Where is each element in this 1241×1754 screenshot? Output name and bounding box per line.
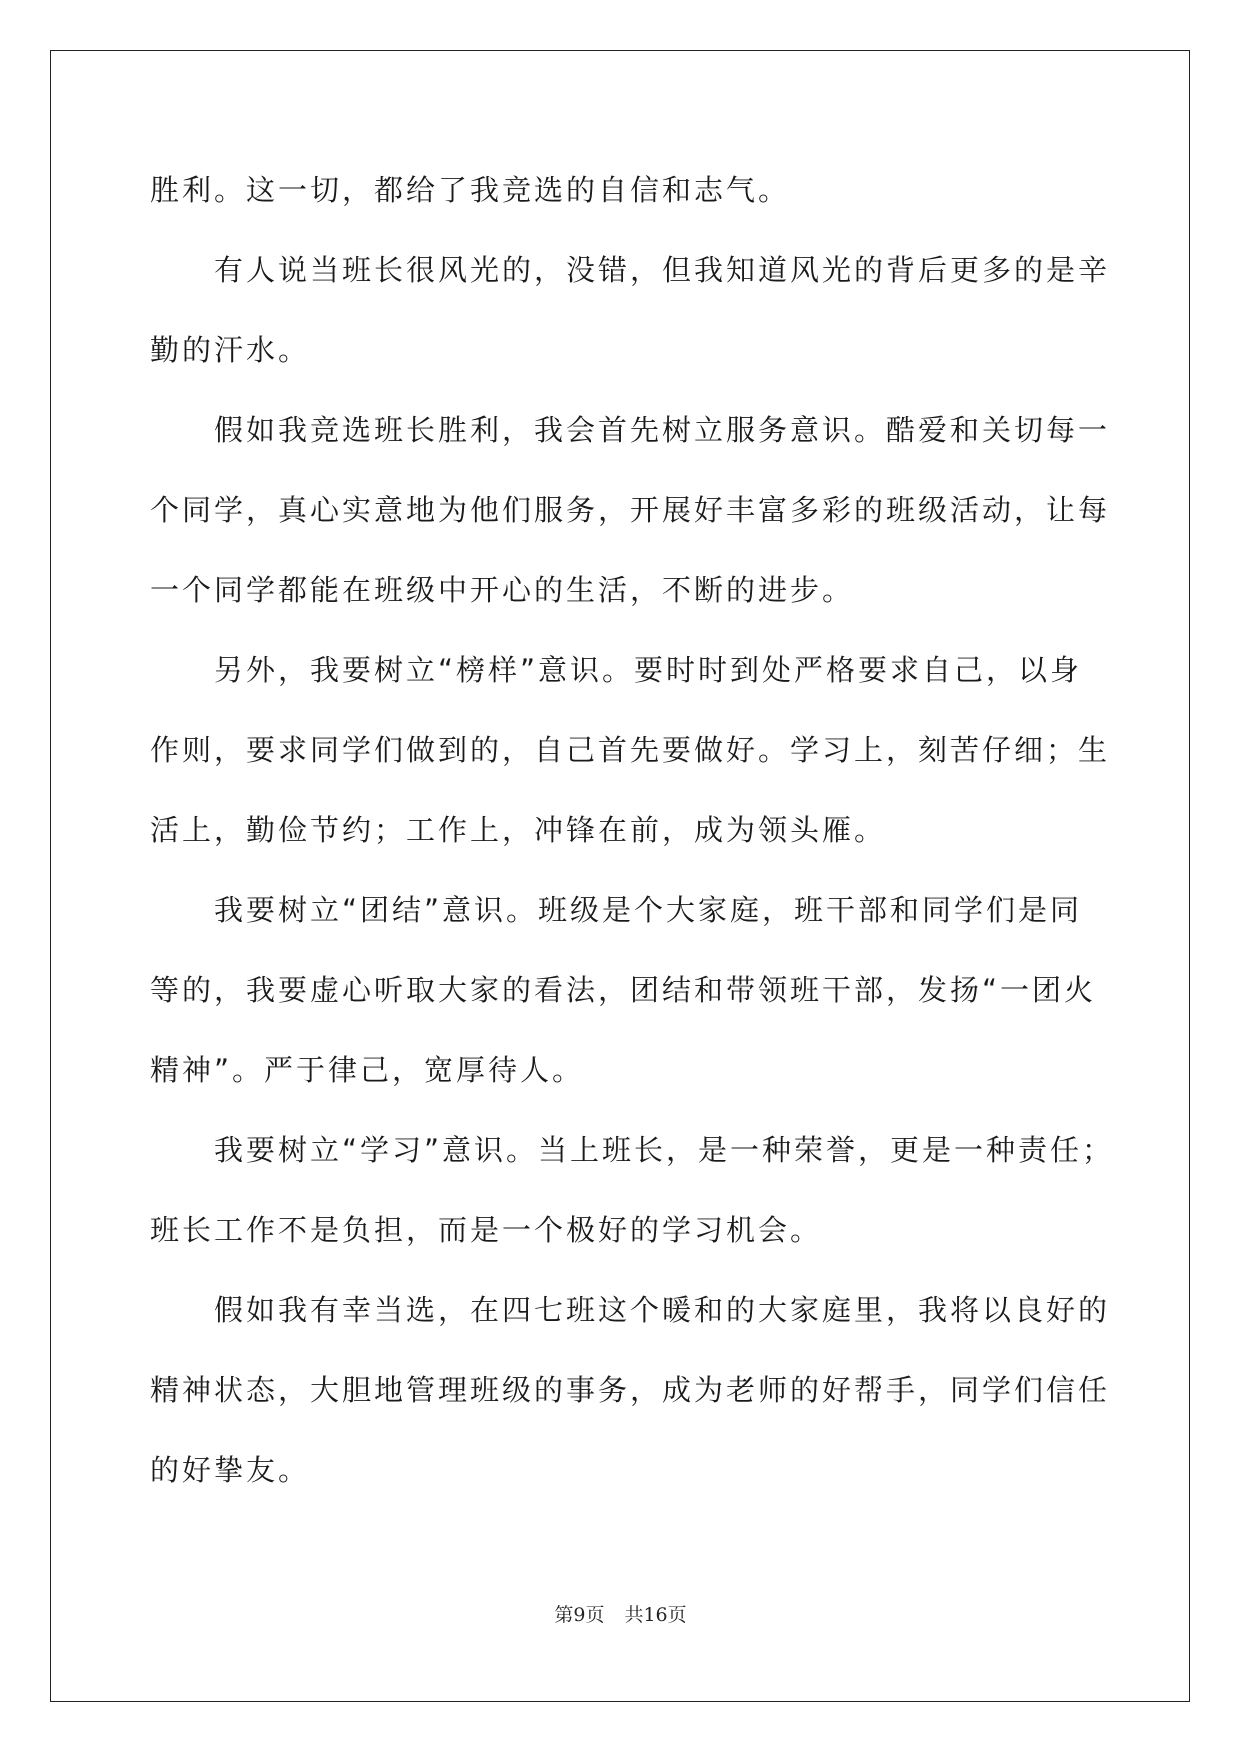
text-line: 个同学，真心实意地为他们服务，开展好丰富多彩的班级活动，让每 [150,493,1111,527]
text-line: 作则，要求同学们做到的，自己首先要做好。学习上，刻苦仔细；生 [150,733,1111,767]
paragraph-start-line: 我要树立“学习”意识。当上班长，是一种荣誉，更是一种责任； [214,1133,1115,1167]
text-line: 等的，我要虚心听取大家的看法，团结和带领班干部，发扬“一团火 [150,973,1097,1007]
paragraph-start-line: 我要树立“团结”意识。班级是个大家庭，班干部和同学们是同 [214,893,1083,927]
paragraph-start-line: 另外，我要树立“榜样”意识。要时时到处严格要求自己，以身 [214,653,1083,687]
text-line: 勤的汗水。 [150,333,311,367]
paragraph-start-line: 假如我有幸当选，在四七班这个暖和的大家庭里，我将以良好的 [214,1293,1111,1327]
text-line: 活上，勤俭节约；工作上，冲锋在前，成为领头雁。 [150,813,887,847]
page-footer [0,1600,1241,1627]
text-line: 精神状态，大胆地管理班级的事务，成为老师的好帮手，同学们信任 [150,1373,1111,1407]
text-line: 精神”。严于律己，宽厚待人。 [150,1053,585,1087]
paragraph-start-line: 有人说当班长很风光的，没错，但我知道风光的背后更多的是辛 [214,253,1111,287]
page-total: 共16页 [624,1604,687,1626]
page-number: 第9页 [554,1604,605,1626]
paragraph-start-line: 假如我竞选班长胜利，我会首先树立服务意识。酷爱和关切每一 [214,413,1111,447]
text-line: 一个同学都能在班级中开心的生活，不断的进步。 [150,573,855,607]
text-line: 的好挚友。 [150,1453,311,1487]
text-line: 胜利。这一切，都给了我竞选的自信和志气。 [150,173,791,207]
text-line: 班长工作不是负担，而是一个极好的学习机会。 [150,1213,823,1247]
document-body [150,150,1115,1510]
